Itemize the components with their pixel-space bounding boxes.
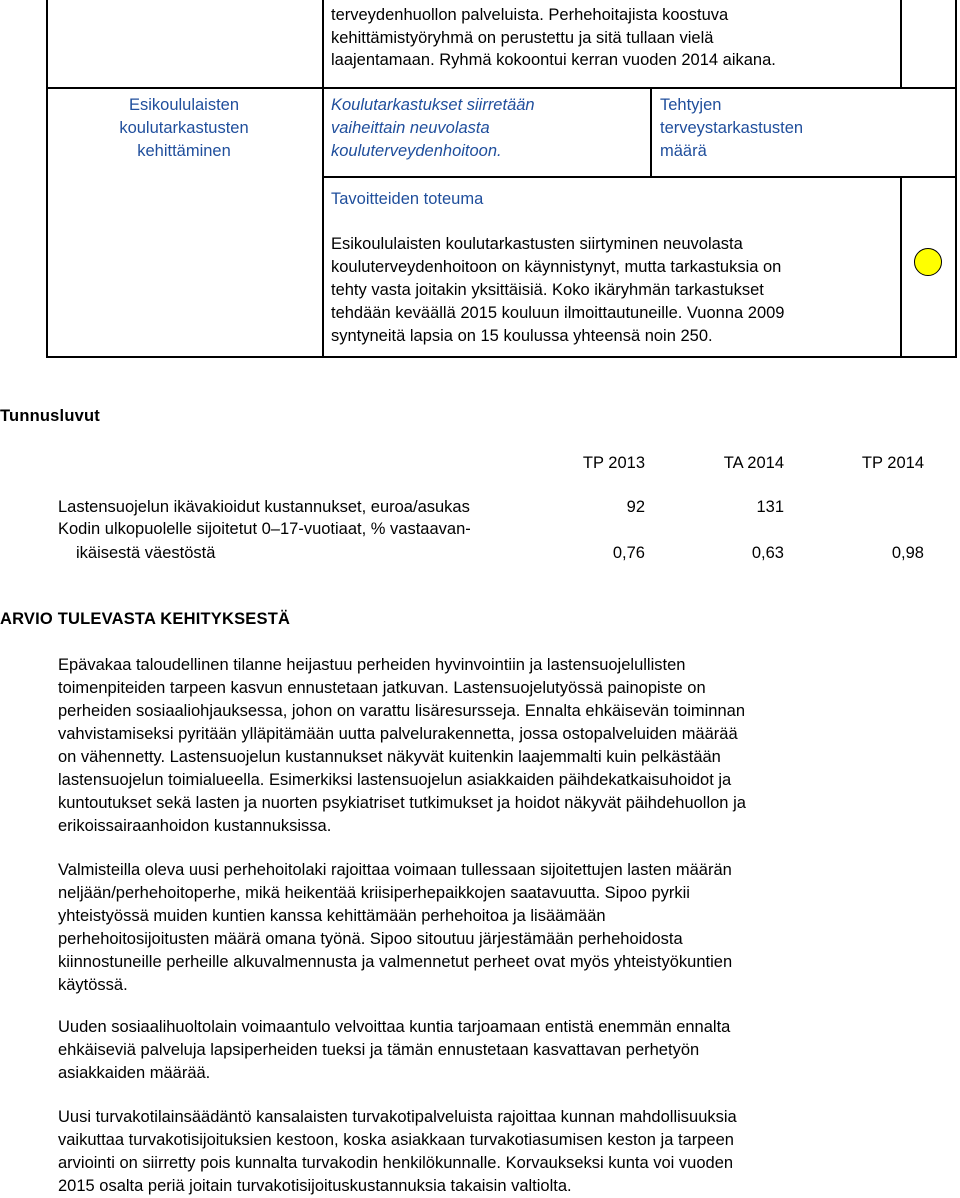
text-line: käytössä. [58,976,128,994]
realization-text [331,233,896,348]
continued-line-3: laajentamaan. Ryhmä kokoontui kerran vuoden 2014 aikana. [331,51,776,69]
measure-line-1: Koulutarkastukset siirretään [331,96,535,114]
table-border-left [46,0,48,357]
key-figure-row-label: Kodin ulkopuolelle sijoitetut 0–17-vuotiaat, % vastaavan- [58,520,471,538]
realization-title: Tavoitteiden toteuma [331,190,484,208]
indicator-line-1: Tehtyjen [660,96,722,114]
column-header-tp2014: TP 2014 [861,454,924,472]
text-line: perheiden sosiaaliohjauksessa, johon on varattu lisäresursseja. Ennalta ehkäisevän toiminnan [58,702,746,720]
table-border-row2 [322,176,957,178]
realization-line-1: Esikoululaisten koulutarkastusten siirtyminen neuvolasta [331,235,743,253]
text-line: vaikuttaa turvakotisijoituksien kestoon, koska asiakkaan turvakotiasumisen keston ja tarpeen [58,1131,734,1149]
column-header-tp2013: TP 2013 [582,454,645,472]
realization-line-2: kouluterveydenhoitoon on käynnistynyt, mutta tarkastuksia on [331,258,782,276]
outlook-heading: ARVIO TULEVASTA KEHITYKSESTÄ [0,610,291,628]
goal-label-line-3: kehittäminen [137,142,231,160]
outlook-paragraph-2 [58,859,938,997]
outlook-paragraph-4 [58,1106,938,1198]
realization-line-4: tehdään keväällä 2015 kouluun ilmoittautuneille. Vuonna 2009 [331,304,785,322]
text-line: ehkäiseviä palveluja lapsiperheiden tueksi ja tämän ennustetaan kasvattavan perhetyön [58,1041,700,1059]
text-line: arviointi on siirretty pois kunnalta turvakodin henkilökunnalle. Korvaukseksi kunta voi vuoden [58,1154,734,1172]
key-figures-heading: Tunnusluvut [0,407,100,425]
continued-text [331,4,896,72]
table-border-row1 [46,87,957,89]
text-line: kiinnostuneille perheille alkuvalmennusta ja valmennetut perheet ovat myös yhteistyökuntien [58,953,733,971]
key-figure-row-label: Lastensuojelun ikävakioidut kustannukset, euroa/asukas [58,498,470,516]
measure-cell [331,94,646,163]
goal-label-line-2: koulutarkastusten [119,119,249,137]
text-line: vahvistamiseksi pyritään ylläpitämään uutta palvelurakennetta, jossa ostopalveluiden määrää [58,725,738,743]
realization-line-5: syntyneitä lapsia on 15 koulussa yhteensä noin 250. [331,327,713,345]
text-line: asiakkaiden määrää. [58,1064,211,1082]
key-figure-row-label-cont: ikäisestä väestöstä [76,544,216,562]
realization-line-3: tehty vasta joitakin yksittäisiä. Koko ikäryhmän tarkastukset [331,281,764,299]
text-line: on vähennetty. Lastensuojelun kustannukset näkyvät kuitenkin laajemmalti kuin pelkästään [58,748,721,766]
indicator-line-3: määrä [660,142,707,160]
indicator-line-2: terveystarkastusten [660,119,804,137]
table-border-right [955,0,957,357]
continued-line-2: kehittämistyöryhmä on perustettu ja sitä tullaan vielä [331,28,714,47]
measure-line-2: vaiheittain neuvolasta [331,119,490,137]
key-figure-value: 0,63 [751,544,784,562]
text-line: Uusi turvakotilainsäädäntö kansalaisten turvakotipalveluista rajoittaa kunnan mahdollisuuksia [58,1108,737,1126]
text-line: Epävakaa taloudellinen tilanne heijastuu perheiden hyvinvointiin ja lastensuojelullisten [58,656,686,674]
status-indicator-dot [914,248,942,276]
text-line: yhteistyössä muiden kuntien kanssa kehittämään perhehoitoa ja lisäämään [58,907,606,925]
key-figure-value: 131 [756,498,784,516]
table-border-col4 [900,176,902,357]
text-line: lastensuojelun toimialueella. Esimerkiksi lastensuojelun asiakkaiden päihdekatkaisuhoidot ja [58,771,732,789]
continued-line-1: terveydenhuollon palveluista. Perhehoitajista koostuva [331,6,729,24]
table-border-col1 [322,0,324,357]
key-figure-value: 92 [626,498,645,516]
text-line: perhehoitosijoitusten määrä omana työnä. Sipoo sitoutuu järjestämään perhehoidosta [58,930,683,948]
text-line: erikoissairaanhoidon kustannuksissa. [58,817,332,835]
text-line: 2015 osalta periä joitain turvakotisijoituskustannuksia takaisin valtiolta. [58,1177,572,1195]
measure-line-3: kouluterveydenhoitoon. [331,142,502,160]
text-line: Uuden sosiaalihuoltolain voimaantulo velvoittaa kuntia tarjoamaan entistä enemmän ennalta [58,1018,731,1036]
outlook-paragraph-1 [58,654,938,838]
table-border-col3 [900,0,902,87]
indicator-cell [660,94,896,163]
column-header-ta2014: TA 2014 [723,454,784,472]
goal-label-cell [46,94,322,163]
text-line: neljään/perhehoitoperhe, mikä heikentää kriisiperhepaikkojen saatavuutta. Sipoo pyrkii [58,884,690,902]
text-line: Valmisteilla oleva uusi perhehoitolaki rajoittaa voimaan tullessaan sijoitettujen lasten määrän [58,861,732,879]
goal-label-line-1: Esikoululaisten [128,96,240,114]
outlook-paragraph-3 [58,1016,938,1085]
text-line: kuntoutukset sekä lasten ja nuorten psykiatriset tutkimukset ja hoidot näkyvät päihdehuollon ja [58,794,746,812]
table-border-bottom [46,356,957,358]
key-figure-value: 0,76 [612,544,645,562]
table-border-col2 [650,87,652,177]
text-line: toimenpiteiden tarpeen kasvun ennustetaan jatkuvan. Lastensuojelutyössä painopiste on [58,679,706,697]
key-figure-value: 0,98 [891,544,924,562]
